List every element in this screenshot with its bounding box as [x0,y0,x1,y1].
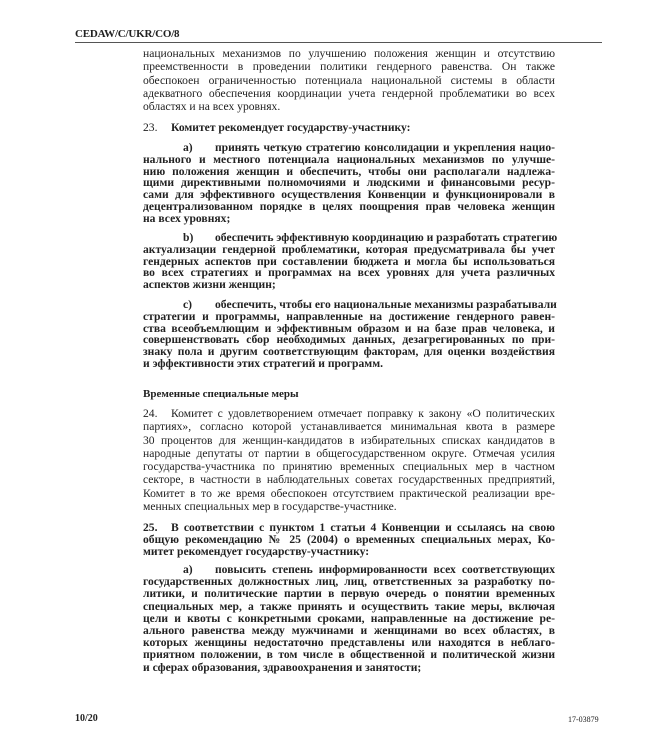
text-line: преемственности в проведении политики гендерного равенства. Он также [143,60,555,74]
paragraph-text: Комитет рекомендует государству-участнику: [171,121,411,134]
text-line: на всех уровнях; [143,211,231,225]
text-line: митет рекомендует государству-участнику: [143,545,370,559]
item-label: b) [183,231,194,244]
text-line: национальных механизмов по улучшению положения женщин и отсутствию [143,47,555,60]
text-line: цели и квоты с конкретными сроками, направленные на достижение ре- [143,611,555,625]
section-heading: Временные специальные меры [143,388,299,400]
text-line: обеспокоен ограниченностью потенциала национальной системы в области [143,73,555,87]
text-line [143,407,555,420]
text-line: и сферах образования, здравоохранения и занятости; [143,660,422,674]
text-line: нию положения женщин и обеспечить, чтобы они располагали надлежа- [143,164,555,178]
paragraph-number: 24. [143,407,158,420]
item-label: c) [183,298,193,311]
line-text: повысить степень информированности всех соответствующих [215,563,555,576]
text-line: ства всеобъемлющим и эффективным образом и на базе прав человека, и [143,321,555,335]
paragraph-23-c [143,299,555,370]
text-line: которых женщины недостаточно представлены или находятся в неблаго- [143,636,555,650]
text-line: народные депутаты от партии в общегосударственном округе. Отмечая усилия [143,446,555,460]
paragraph-number: 23. [143,121,158,134]
document-symbol: CEDAW/C/UKR/CO/8 [75,28,180,40]
text-line: адекватного обеспечения координации учета гендерной проблематики во всех [143,86,555,100]
text-line: гендерных аспектов при составлении бюджета и могла бы использоваться [143,254,555,268]
paragraph-23-b [143,231,558,292]
text-line: стратегии и программы, направленные на достижение гендерного равен- [143,309,555,323]
text-line: партиях», согласно которой устанавливается минимальная квота в размере [143,420,555,434]
text-line: секторе, в частности в наблюдательных советах государственных предприятий, [143,473,555,487]
text-line: областях и на всех уровнях. [143,100,281,114]
text-line: щими директивными полномочиями и людскими и финансовыми ресур- [143,176,555,190]
text-line: 30 процентов для женщин-кандидатов в избирательных списках кандидатов в [143,433,555,447]
paragraph-number: 25. [143,521,158,534]
text-line: государственных должностных лиц, лиц, ответственных за разработку по- [143,575,555,589]
paragraph-25-intro [143,522,555,559]
text-line: актуализации гендерной проблематики, которая предусматривала бы учет [143,242,555,256]
text-line: приятном положении, в том числе в общественной и политической жизни [143,648,555,662]
line-text: обеспечить эффективную координацию и разработать стратегию [215,231,558,244]
text-line: общую рекомендацию № 25 (2004) о временных специальных мерах, Ко- [143,533,555,547]
text-line: специальных мер, а также принять и осуществить такие меры, включая [143,599,555,613]
paragraph-23-intro [143,121,555,134]
text-line: децентрализованном порядке в целях поощрения прав человека женщин [143,199,555,213]
paragraph-25-a [143,564,555,674]
header-rule [75,42,602,43]
item-label: a) [183,563,193,576]
line-text: принять четкую стратегию консолидации и укрепления нацио- [215,141,555,154]
line-text: Комитет с удовлетворением отмечает поправку к закону «О политических [171,407,555,420]
paragraph-continuation [143,47,555,113]
text-line: литики, и политические партии в первую очередь о понятии временных [143,587,555,601]
text-line: сами для эффективного осуществления Конвенции и функционировали в [143,188,555,202]
text-line: аспектов жизни женщин; [143,278,276,292]
job-number: 17-03879 [568,715,599,724]
text-line: Комитет в то же время обеспокоен отсутствием практической реализации вре- [143,486,555,500]
text-line: совершенствовать сбор необходимых данных, дезагрегированных по при- [143,333,555,347]
text-line: и эффективности этих стратегий и программ. [143,356,383,370]
text-line: государства-участника по принятию временных специальных мер в частном [143,460,555,474]
text-line: знаку пола и другим соответствующим факторам, для оценки воздействия [143,345,555,359]
text-line: во всех стратегиях и программах на всех уровнях для учета различных [143,266,555,280]
text-line: нального и местного потенциала национальных механизмов по улучше- [143,152,555,166]
paragraph-23-a [143,142,555,225]
page-number: 10/20 [75,713,98,724]
text-line: менных специальных мер в государстве-участнике. [143,500,397,514]
line-text: обеспечить, чтобы его национальные механизмы разрабатывали [215,298,557,311]
item-label: a) [183,141,193,154]
line-text: В соответствии с пунктом 1 статьи 4 Конвенции и ссылаясь на свою [171,521,555,534]
text-line: ального равенства между мужчинами и женщинами во всех областях, в [143,623,555,637]
paragraph-24 [143,407,555,513]
